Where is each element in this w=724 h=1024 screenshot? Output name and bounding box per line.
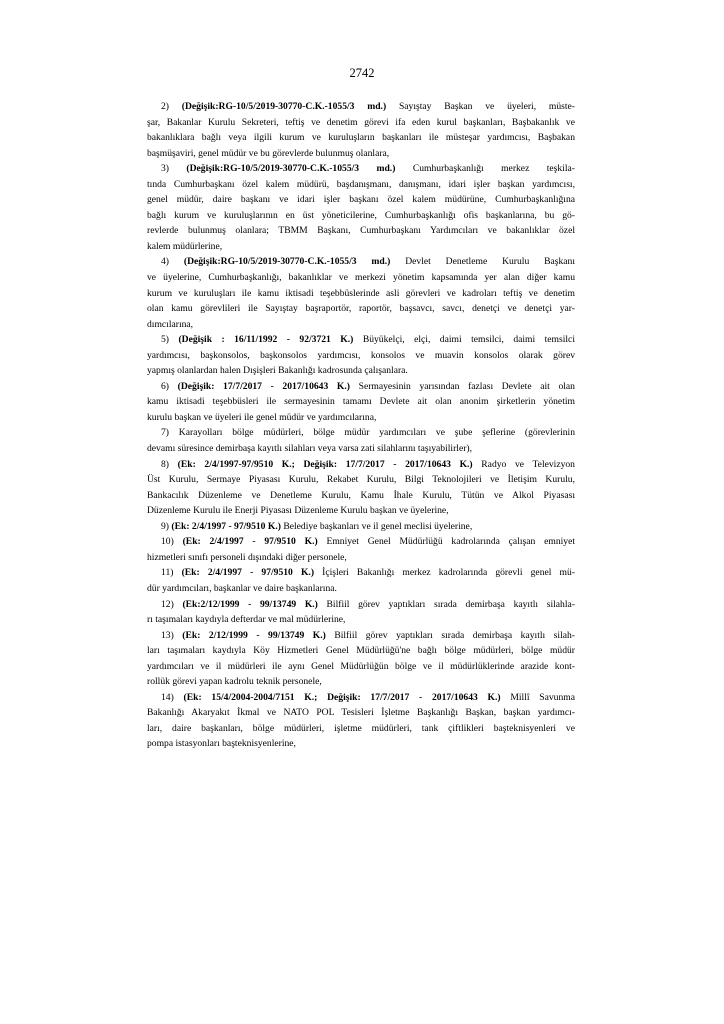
paragraph-item bbox=[147, 99, 575, 161]
paragraph-number: 13) bbox=[161, 629, 174, 641]
paragraph-number: 5) bbox=[161, 334, 169, 346]
text-line bbox=[147, 457, 575, 473]
text-line bbox=[147, 736, 575, 752]
paragraph-text: şar, Bakanlar Kurulu Sekreteri, teftiş ve denetim görevi ifa eden kurul başkanları, Başbakanlık ve bbox=[147, 116, 575, 128]
paragraph-text: ları taşımaları kaydıyla Köy Hizmetleri Genel Müdürlüğü'ne bağlı bölge müdürleri, bölge müdür bbox=[147, 645, 575, 657]
text-line bbox=[147, 659, 575, 675]
amendment-reference: (Ek: 2/4/1997 - 97/9510 K.) bbox=[182, 536, 318, 548]
amendment-reference: (Ek: 2/4/1997 - 97/9510 K.) bbox=[171, 520, 281, 532]
paragraph-text: tında Cumhurbaşkanı özel kalem müdürü, başdanışmanı, danışmanı, idari işler başkan yardımcısı, bbox=[147, 178, 575, 190]
paragraph-number: 14) bbox=[161, 691, 174, 703]
text-line bbox=[147, 534, 575, 550]
text-line bbox=[147, 705, 575, 721]
amendment-reference: (Ek: 2/4/1997-97/9510 K.; Değişik: 17/7/2017 - 2017/10643 K.) bbox=[177, 458, 473, 470]
text-line bbox=[147, 177, 575, 193]
paragraph-text: kurulu başkan ve üyeleri ile genel müdür ve yardımcılarına, bbox=[147, 411, 377, 423]
paragraph-item bbox=[147, 690, 575, 752]
amendment-reference: (Ek: 2/12/1999 - 99/13749 K.) bbox=[182, 629, 326, 641]
text-line bbox=[147, 597, 575, 613]
text-line bbox=[147, 628, 575, 644]
paragraph-text: bakanlıklara bağlı veya ilgili kurum ve kuruluşların başkanları ile müsteşar yardımcısı, Başbakan bbox=[147, 132, 575, 144]
paragraph-item bbox=[147, 597, 575, 628]
amendment-reference: (Değişik:RG-10/5/2019-30770-C.K.-1055/3 md.) bbox=[181, 101, 387, 112]
text-line bbox=[147, 519, 575, 535]
paragraph-item bbox=[147, 565, 575, 596]
amendment-reference: (Değişik:RG-10/5/2019-30770-C.K.-1055/3 md.) bbox=[186, 163, 396, 175]
text-line bbox=[147, 581, 575, 597]
paragraph-item bbox=[147, 425, 575, 456]
amendment-reference: (Ek:2/12/1999 - 99/13749 K.) bbox=[182, 598, 318, 610]
paragraph-item bbox=[147, 161, 575, 254]
paragraph-text: dımcılarına, bbox=[147, 318, 194, 330]
text-line bbox=[147, 612, 575, 628]
text-line bbox=[147, 317, 575, 333]
paragraph-number: 8) bbox=[161, 458, 169, 470]
paragraph-number: 9) bbox=[161, 520, 169, 532]
amendment-reference: (Değişik:RG-10/5/2019-30770-C.K.-1055/3 md.) bbox=[183, 256, 391, 268]
paragraph-number: 7) bbox=[161, 427, 169, 439]
paragraph-text: yardımcıları ve il müdürleri ile aynı Genel Müdürlüğün bölge ve il müdürlüklerinde arazide kont- bbox=[147, 660, 575, 672]
text-line bbox=[147, 161, 575, 177]
text-line bbox=[147, 441, 575, 457]
paragraph-text: Sayıştay Başkan ve üyeleri, müste- bbox=[398, 101, 575, 112]
paragraph-text: ları, daire başkanları, bölge müdürleri, işletme müdürleri, tank çiftlikleri başteknisyenleri ve bbox=[147, 722, 575, 734]
text-line bbox=[147, 239, 575, 255]
paragraph-text: olan kamu görevlileri ile Sayıştay başraportör, raportör, başsavcı, savcı, denetçi ve denetçi yar- bbox=[147, 303, 575, 315]
text-line bbox=[147, 363, 575, 379]
paragraph-number: 11) bbox=[161, 567, 174, 579]
paragraph-item bbox=[147, 519, 575, 535]
paragraph-number: 6) bbox=[161, 380, 169, 392]
amendment-reference: (Ek: 2/4/1997 - 97/9510 K.) bbox=[181, 567, 315, 579]
text-line bbox=[147, 503, 575, 519]
paragraph-text: devamı süresince demirbaşa kayıtlı silahları veya varsa zati silahlarını taşıyabilirler), bbox=[147, 443, 473, 455]
text-line bbox=[147, 425, 575, 441]
paragraph-text: hizmetleri sınıfı personeli dışındaki diğer personele, bbox=[147, 551, 347, 563]
text-line bbox=[147, 115, 575, 131]
paragraph-item bbox=[147, 332, 575, 379]
text-line bbox=[147, 394, 575, 410]
paragraph-text: kurum ve kuruluşları ile kamu iktisadi teşebbüslerinde asli görevleri ve kadroları teftiş ve denetim bbox=[147, 287, 575, 299]
paragraph-text: rı taşımaları kaydıyla defterdar ve mal müdürlerine, bbox=[147, 614, 346, 626]
paragraph-text: Radyo ve Televizyon bbox=[481, 458, 575, 470]
paragraph-item bbox=[147, 534, 575, 565]
text-line bbox=[147, 208, 575, 224]
text-line bbox=[147, 192, 575, 208]
paragraph-text: Karayolları bölge müdürleri, bölge müdür yardımcıları ve şube şeflerine (görevlerinin bbox=[178, 427, 575, 439]
text-line bbox=[147, 690, 575, 706]
text-line bbox=[147, 410, 575, 426]
paragraph-number: 4) bbox=[161, 256, 169, 268]
paragraph-text: Belediye başkanları ve il genel meclisi üyelerine, bbox=[283, 520, 473, 532]
paragraph-text: dür yardımcıları, başkanlar ve daire başkanlarına. bbox=[147, 582, 337, 594]
paragraph-number: 2) bbox=[161, 101, 169, 112]
paragraph-text: Devlet Denetleme Kurulu Başkanı bbox=[405, 256, 576, 268]
text-line bbox=[147, 550, 575, 566]
amendment-reference: (Ek: 15/4/2004-2004/7151 K.; Değişik: 17/7/2017 - 2017/10643 K.) bbox=[183, 691, 501, 703]
paragraph-text: yardımcısı, başkonsolos, başkonsolos yardımcısı, konsolos ve muavin konsolos olarak görev bbox=[147, 349, 575, 361]
text-line bbox=[147, 254, 575, 270]
paragraph-text: Bankacılık Düzenleme ve Denetleme Kurulu, Kamu İhale Kurulu, Tütün ve Alkol Piyasası bbox=[147, 489, 575, 501]
text-line bbox=[147, 146, 575, 162]
page-number: 2742 bbox=[349, 66, 375, 80]
amendment-reference: (Değişik : 16/11/1992 - 92/3721 K.) bbox=[178, 334, 354, 346]
paragraph-text: rollük görevi yapan kadrolu teknik personele, bbox=[147, 676, 322, 688]
text-line bbox=[147, 721, 575, 737]
document-body bbox=[147, 99, 575, 752]
paragraph-text: revlerde bulunmuş olanlara; TBMM Başkanı, Cumhurbaşkanı Yardımcıları ve bakanlıklar özel bbox=[147, 225, 575, 237]
paragraph-text: Sermayesinin yarısından fazlası Devlete ait olan bbox=[358, 380, 575, 392]
paragraph-text: Düzenleme Kurulu ile Enerji Piyasası Düzenleme Kurulu başkan ve üyelerine, bbox=[147, 505, 449, 517]
text-line bbox=[147, 223, 575, 239]
paragraph-item bbox=[147, 457, 575, 519]
paragraph-text: Bilfiil görev yaptıkları sırada demirbaşa kayıtlı silah- bbox=[334, 629, 575, 641]
text-line bbox=[147, 130, 575, 146]
text-line bbox=[147, 301, 575, 317]
paragraph-text: Millî Savunma bbox=[510, 691, 575, 703]
paragraph-text: Büyükelçi, elçi, daimi temsilci, daimi temsilci bbox=[362, 334, 575, 346]
paragraph-text: başmüşaviri, genel müdür ve bu görevlerde bulunmuş olanlara, bbox=[147, 147, 390, 159]
paragraph-text: Cumhurbaşkanlığı merkez teşkila- bbox=[412, 163, 575, 175]
paragraph-text: pompa istasyonları başteknisyenlerine, bbox=[147, 738, 296, 750]
paragraph-item bbox=[147, 379, 575, 426]
text-line bbox=[147, 379, 575, 395]
paragraph-text: yapmış olanlardan halen Dışişleri Bakanlığı kadrosunda çalışanlara. bbox=[147, 365, 408, 377]
paragraph-text: Emniyet Genel Müdürlüğü kadrolarında çalışan emniyet bbox=[326, 536, 575, 548]
text-line bbox=[147, 643, 575, 659]
paragraph-number: 12) bbox=[161, 598, 174, 610]
text-line bbox=[147, 472, 575, 488]
paragraph-item bbox=[147, 254, 575, 332]
text-line bbox=[147, 332, 575, 348]
text-line bbox=[147, 565, 575, 581]
paragraph-text: Üst Kurulu, Sermaye Piyasası Kurulu, Rekabet Kurulu, Bilgi Teknolojileri ve İletişim Kurulu, bbox=[147, 474, 575, 486]
text-line bbox=[147, 99, 575, 115]
paragraph-text: kamu iktisadi teşebbüsleri ile sermayesinin tamamı Devlete ait olan anonim şirketlerin yönetim bbox=[147, 396, 575, 408]
text-line bbox=[147, 674, 575, 690]
paragraph-text: Bakanlığı Akaryakıt İkmal ve NATO POL Tesisleri İşletme Başkanlığı Başkan, başkan yardımcı- bbox=[147, 707, 575, 719]
text-line bbox=[147, 286, 575, 302]
amendment-reference: (Değişik: 17/7/2017 - 2017/10643 K.) bbox=[177, 380, 350, 392]
paragraph-text: genel müdür, daire başkanı ve idari işler başkanı özel kalem müdürüne, Cumhurbaşkanlığına bbox=[147, 194, 575, 206]
text-line bbox=[147, 270, 575, 286]
text-line bbox=[147, 488, 575, 504]
paragraph-text: ve üyelerine, Cumhurbaşkanlığı, bakanlıklar ve merkezi yönetim kapsamında yer alan diğer kamu bbox=[147, 272, 575, 284]
paragraph-number: 3) bbox=[161, 163, 169, 175]
paragraph-text: Bilfiil görev yaptıkları sırada demirbaşa kayıtlı silahla- bbox=[326, 598, 575, 610]
paragraph-text: İçişleri Bakanlığı merkez kadrolarında görevli genel mü- bbox=[322, 567, 575, 579]
paragraph-text: kalem müdürlerine, bbox=[147, 240, 223, 252]
text-line bbox=[147, 348, 575, 364]
paragraph-item bbox=[147, 628, 575, 690]
paragraph-text: bağlı kurum ve kuruluşlarının en üst yöneticilerine, Cumhurbaşkanlığı ofis başkanlarına, bu gö- bbox=[147, 209, 575, 221]
paragraph-number: 10) bbox=[161, 536, 174, 548]
